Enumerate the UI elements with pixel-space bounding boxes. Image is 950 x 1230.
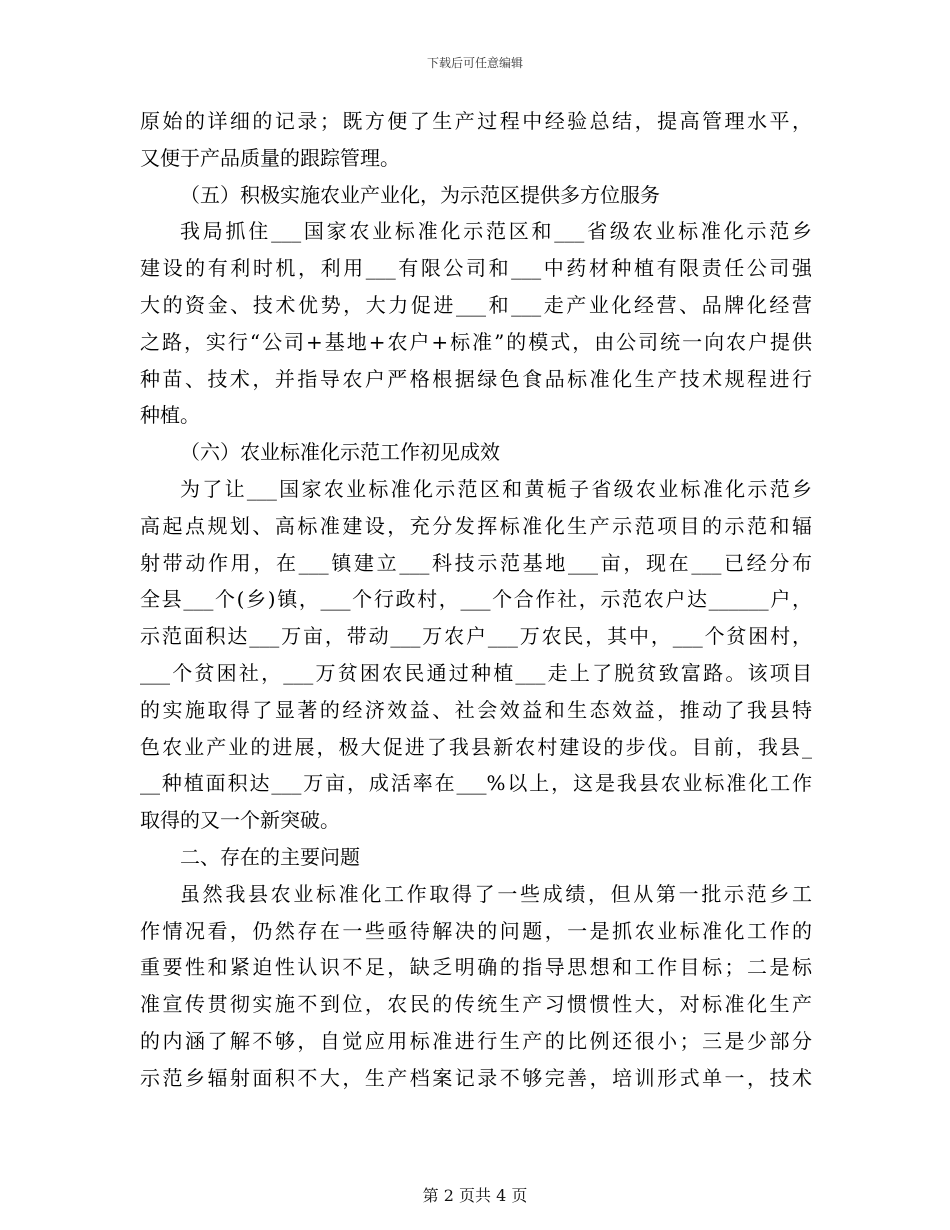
- body-line: 示范乡辐射面积不大，生产档案记录不够完善，培训形式单一，技术: [140, 1065, 812, 1090]
- body-line: 重要性和紧迫性认识不足，缺乏明确的指导思想和工作目标；二是标: [140, 955, 812, 980]
- body-line: 射带动作用，在___镇建立___科技示范基地___亩，现在___已经分布: [140, 550, 812, 575]
- page-number: 第 2 页共 4 页: [422, 1186, 528, 1205]
- body-line: 种苗、技术，并指导农户严格根据绿色食品标准化生产技术规程进行: [140, 366, 812, 391]
- body-line: ___个贫困社，___万贫困农民通过种植___走上了脱贫致富路。该项目: [140, 660, 812, 685]
- body-line: 准宣传贯彻实施不到位，农民的传统生产习惯惯性大，对标准化生产: [140, 992, 812, 1017]
- body-line: 示范面积达___万亩，带动___万农户___万农民，其中，___个贫困村，: [140, 624, 812, 649]
- body-line: 作情况看，仍然存在一些亟待解决的问题，一是抓农业标准化工作的: [140, 918, 812, 943]
- body-line: 取得的又一个新突破。: [140, 808, 340, 833]
- body-line: 的实施取得了显著的经济效益、社会效益和生态效益，推动了我县特: [140, 697, 812, 722]
- header-note: 下载后可任意编辑: [426, 56, 523, 70]
- body-line: 高起点规划、高标准建设，充分发挥标准化生产示范项目的示范和辐: [140, 513, 812, 538]
- body-line: 大的资金、技术优势，大力促进___和___走产业化经营、品牌化经营: [140, 292, 812, 317]
- body-line: 色农业产业的进展，极大促进了我县新农村建设的步伐。目前，我县_: [140, 734, 812, 759]
- body-line: 虽然我县农业标准化工作取得了一些成绩，但从第一批示范乡工: [180, 881, 812, 906]
- body-line: 为了让___国家农业标准化示范区和黄栀子省级农业标准化示范乡: [180, 476, 812, 501]
- section-heading: （六）农业标准化示范工作初见成效: [180, 440, 500, 465]
- section-heading: （五）积极实施农业产业化，为示范区提供多方位服务: [180, 182, 660, 207]
- document-body: [140, 103, 812, 1097]
- body-line: __种植面积达___万亩，成活率在___%以上，这是我县农业标准化工作: [140, 771, 812, 796]
- body-line: 之路，实行“公司+基地+农户+标准”的模式，由公司统一向农户提供: [140, 329, 812, 354]
- body-line: 全县___个(乡)镇，___个行政村，___个合作社，示范农户达______户，: [140, 587, 812, 612]
- body-line: 原始的详细的记录；既方便了生产过程中经验总结，提高管理水平，: [140, 109, 812, 133]
- body-line: 我局抓住___国家农业标准化示范区和___省级农业标准化示范乡: [180, 219, 812, 244]
- body-line: 种植。: [140, 403, 200, 428]
- body-line: 的内涵了解不够，自觉应用标准进行生产的比例还很小；三是少部分: [140, 1028, 812, 1053]
- body-line: 又便于产品质量的跟踪管理。: [140, 145, 400, 170]
- body-line: 建设的有利时机，利用___有限公司和___中药材种植有限责任公司强: [140, 256, 812, 281]
- section-heading: 二、存在的主要问题: [180, 844, 360, 869]
